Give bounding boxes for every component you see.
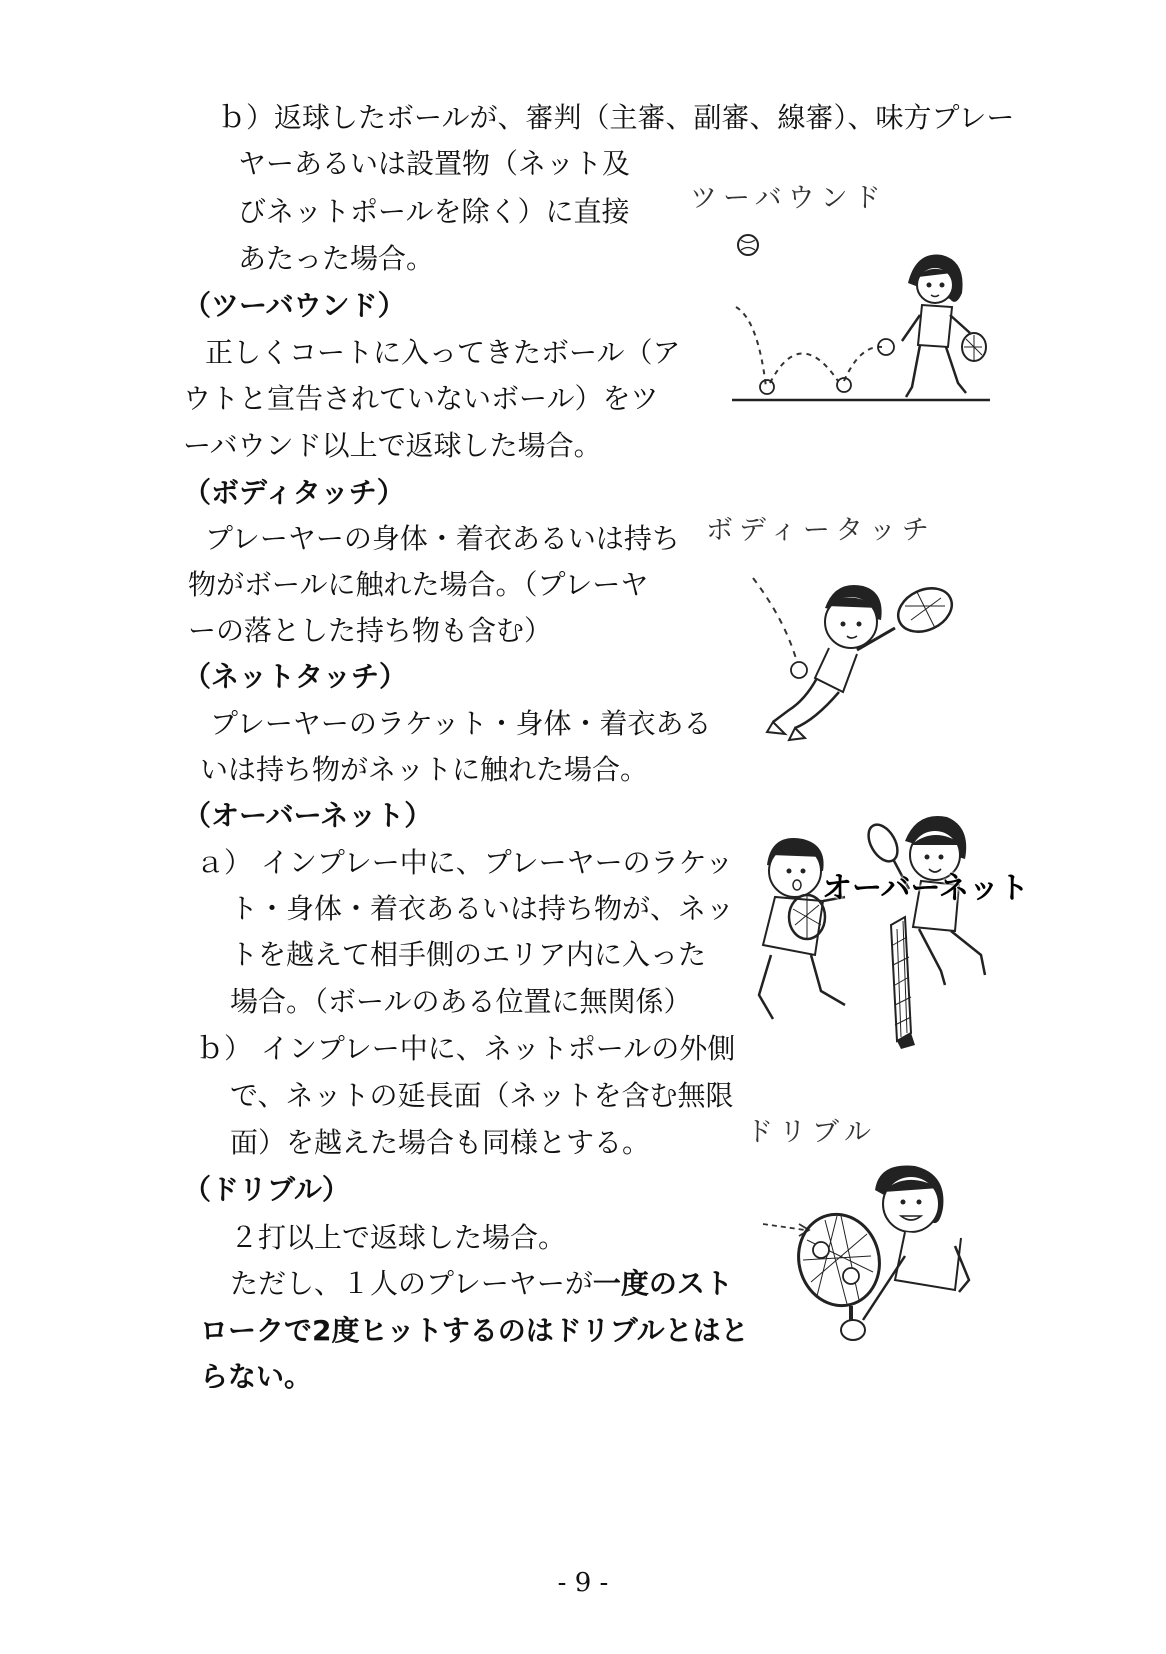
body-touch-illustration bbox=[745, 570, 975, 750]
body-touch-line-1: プレーヤーの身体・着衣あるいは持ち bbox=[205, 522, 680, 555]
two-bound-line-1: 正しくコートに入ってきたボール（ア bbox=[205, 336, 681, 369]
over-net-heading: （オーバーネット） bbox=[183, 799, 433, 832]
rule-b-line-2: ヤーあるいは設置物（ネット及 bbox=[238, 147, 631, 180]
over-net-b-line-3: 面）を越えた場合も同様とする。 bbox=[230, 1126, 651, 1159]
dribble-line-3: ロークで2度ヒットするのはドリブルとはと bbox=[200, 1314, 749, 1347]
dribble-line-2-plain: ただし、１人のプレーヤーが bbox=[230, 1267, 593, 1300]
dribble-caption: ドリブル bbox=[746, 1117, 877, 1148]
net-touch-line-1: プレーヤーのラケット・身体・着衣ある bbox=[210, 707, 712, 740]
two-bound-illustration bbox=[720, 215, 1000, 410]
over-net-a-line-4: 場合。（ボールのある位置に無関係） bbox=[230, 985, 692, 1018]
dribble-line-4: らない。 bbox=[200, 1360, 313, 1393]
two-bound-heading: （ツーバウンド） bbox=[183, 289, 406, 322]
dribble-line-2-bold: 一度のスト bbox=[592, 1267, 733, 1300]
over-net-a-line-2: ト・身体・着衣あるいは持ち物が、ネッ bbox=[230, 892, 735, 925]
over-net-illustration bbox=[745, 805, 1015, 1050]
rule-b-line-4: あたった場合。 bbox=[238, 242, 435, 275]
net-touch-line-2: いは持ち物がネットに触れた場合。 bbox=[200, 753, 649, 786]
two-bound-line-2: ウトと宣告されていないボール）をツ bbox=[183, 382, 659, 415]
over-net-b-line-2: で、ネットの延長面（ネットを含む無限 bbox=[230, 1079, 734, 1112]
rule-b-line-3: びネットポールを除く）に直接 bbox=[238, 195, 630, 228]
over-net-b-line-1: ｂ） インプレー中に、ネットポールの外側 bbox=[196, 1032, 736, 1065]
page-number: - 9 - bbox=[557, 1568, 609, 1598]
body-touch-line-3: ーの落とした持ち物も含む） bbox=[188, 614, 553, 647]
over-net-a-line-3: トを越えて相手側のエリア内に入った bbox=[230, 938, 707, 971]
body-touch-caption: ボディータッチ bbox=[706, 515, 935, 546]
two-bound-caption: ツーバウンド bbox=[690, 183, 887, 214]
over-net-a-line-1: ａ） インプレー中に、プレーヤーのラケッ bbox=[196, 846, 734, 879]
body-touch-line-2: 物がボールに触れた場合。（プレーヤ bbox=[188, 568, 649, 601]
dribble-line-2 bbox=[230, 1266, 733, 1302]
dribble-illustration bbox=[755, 1160, 985, 1350]
body-touch-heading: （ボディタッチ） bbox=[183, 476, 405, 509]
two-bound-line-3: ーバウンド以上で返球した場合。 bbox=[183, 429, 602, 462]
dribble-line-1: ２打以上で返球した場合。 bbox=[230, 1221, 567, 1254]
net-touch-heading: （ネットタッチ） bbox=[183, 660, 408, 693]
over-net-caption: オーバーネット bbox=[822, 871, 1029, 906]
rule-b-line-1: ｂ）返球したボールが、審判（主審、副審、線審）、味方プレー bbox=[218, 101, 1015, 134]
dribble-heading: （ドリブル） bbox=[183, 1173, 350, 1206]
